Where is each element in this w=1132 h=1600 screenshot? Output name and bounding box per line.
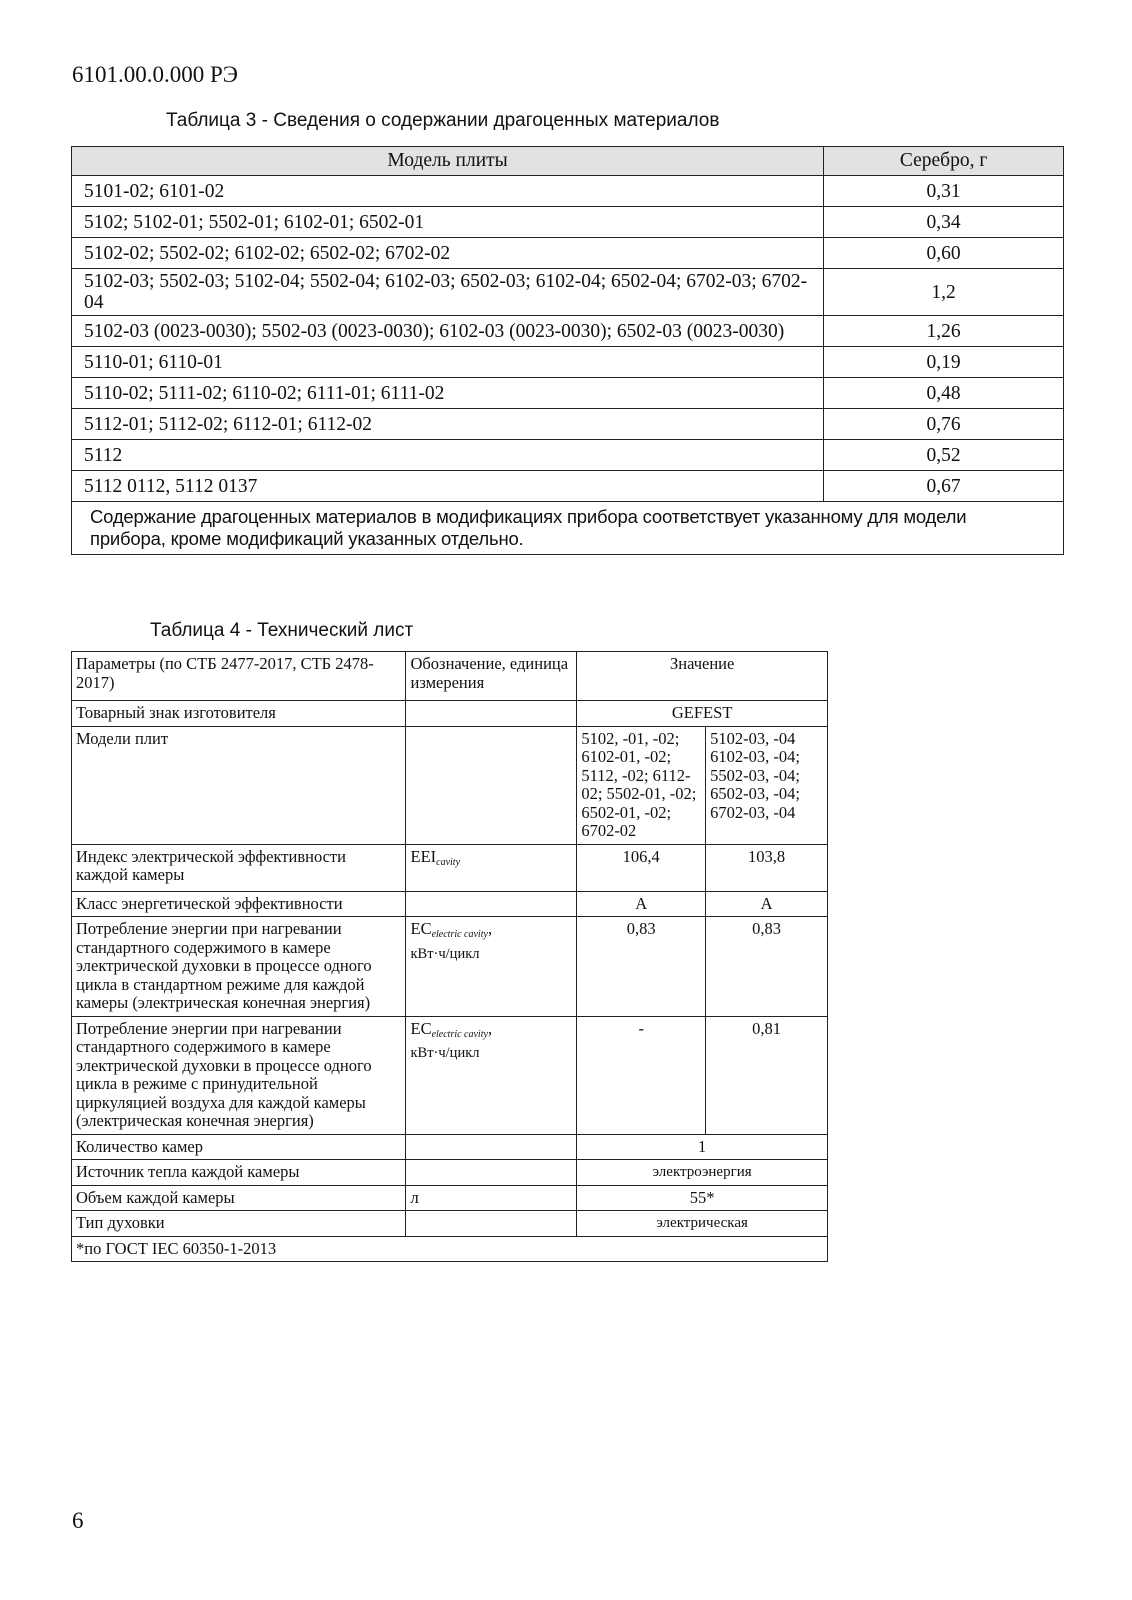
empty-cell xyxy=(406,1160,577,1186)
model-cell: 5110-02; 5111-02; 6110-02; 6111-01; 6111-02 xyxy=(72,378,824,409)
energy-class-value-1: A xyxy=(577,891,706,917)
silver-cell: 0,76 xyxy=(824,409,1064,440)
silver-cell: 0,60 xyxy=(824,238,1064,269)
table3-caption: Таблица 3 - Сведения о содержании драгоценных материалов xyxy=(166,110,720,131)
table3-header-row xyxy=(72,147,1064,176)
eei-subscript: cavity xyxy=(436,856,461,868)
silver-cell: 1,26 xyxy=(824,316,1064,347)
trademark-value: GEFEST xyxy=(577,701,828,727)
table-row xyxy=(72,471,1064,502)
table-row xyxy=(72,207,1064,238)
table-row xyxy=(72,1211,828,1237)
model-cell: 5112 xyxy=(72,440,824,471)
ec-comma: , xyxy=(487,919,493,938)
technical-sheet-table xyxy=(71,651,828,1262)
table-row xyxy=(72,176,1064,207)
page-number: 6 xyxy=(72,1508,84,1533)
table-row xyxy=(72,347,1064,378)
empty-cell xyxy=(406,891,577,917)
table-row xyxy=(72,269,1064,316)
document-code: 6101.00.0.000 РЭ xyxy=(72,62,238,87)
ec-standard-value-2: 0,83 xyxy=(706,917,828,1017)
model-cell: 5110-01; 6110-01 xyxy=(72,347,824,378)
model-cell: 5102-03; 5502-03; 5102-04; 5502-04; 6102-03; 6502-03; 6102-04; 6502-04; 6702-03; 6702-04 xyxy=(72,269,824,316)
precious-materials-table xyxy=(71,146,1064,555)
ec-symbol: EC xyxy=(410,919,432,938)
silver-cell: 0,34 xyxy=(824,207,1064,238)
ec-fan-value-1: - xyxy=(577,1016,706,1134)
column-header-silver: Серебро, г xyxy=(824,147,1064,176)
model-cell: 5102-03 (0023-0030); 5502-03 (0023-0030); 6102-03 (0023-0030); 6502-03 (0023-0030) xyxy=(72,316,824,347)
column-header-symbol: Обозначение, единица измерения xyxy=(406,652,577,701)
model-cell: 5102-02; 5502-02; 6102-02; 6502-02; 6702-02 xyxy=(72,238,824,269)
ec-standard-label: Потребление энергии при нагревании стандартного содержимого в камере электрической духовки в процессе одного цикла в стандартном режиме для каждой камеры (электрическая конечная энергия) xyxy=(72,917,406,1017)
table-row xyxy=(72,917,828,1017)
silver-cell: 0,52 xyxy=(824,440,1064,471)
ec-subscript: electric cavity xyxy=(431,1028,488,1040)
empty-cell xyxy=(406,726,577,844)
silver-cell: 1,2 xyxy=(824,269,1064,316)
silver-cell: 0,67 xyxy=(824,471,1064,502)
eei-label: Индекс электрической эффективности каждой камеры xyxy=(72,844,406,891)
empty-cell xyxy=(406,1211,577,1237)
trademark-label: Товарный знак изготовителя xyxy=(72,701,406,727)
column-header-model: Модель плиты xyxy=(72,147,824,176)
silver-cell: 0,19 xyxy=(824,347,1064,378)
volume-value: 55* xyxy=(577,1185,828,1211)
table4-footnote-row xyxy=(72,1236,828,1262)
table-row xyxy=(72,891,828,917)
table-row xyxy=(72,238,1064,269)
table-row xyxy=(72,701,828,727)
heat-source-label: Источник тепла каждой камеры xyxy=(72,1160,406,1186)
table-row xyxy=(72,726,828,844)
oven-type-label: Тип духовки xyxy=(72,1211,406,1237)
ec-fan-label: Потребление энергии при нагревании стандартного содержимого в камере электрической духовки в процессе одного цикла в режиме с принудительной циркуляцией воздуха для каждой камеры (электрическая конечная энергия) xyxy=(72,1016,406,1134)
ec-unit: кВт·ч/цикл xyxy=(410,945,480,962)
table-row xyxy=(72,1185,828,1211)
empty-cell xyxy=(406,701,577,727)
empty-cell xyxy=(406,1134,577,1160)
energy-class-label: Класс энергетической эффективности xyxy=(72,891,406,917)
models-label: Модели плит xyxy=(72,726,406,844)
table-row xyxy=(72,316,1064,347)
ec-symbol: EC xyxy=(410,1018,432,1038)
ec-unit: кВт·ч/цикл xyxy=(410,1045,480,1061)
eei-symbol: EEI xyxy=(410,846,437,866)
eei-symbol-cell xyxy=(406,844,577,891)
model-cell: 5101-02; 6101-02 xyxy=(72,176,824,207)
table-row xyxy=(72,1134,828,1160)
table3-note: Содержание драгоценных материалов в модификациях прибора соответствует указанному для модели прибора, кроме модификаций указанных отдельно. xyxy=(72,502,1064,555)
heat-source-value: электроэнергия xyxy=(577,1160,828,1186)
table4-header-row xyxy=(72,652,828,701)
ec-fan-symbol-cell xyxy=(406,1016,577,1134)
silver-cell: 0,48 xyxy=(824,378,1064,409)
volume-label: Объем каждой камеры xyxy=(72,1185,406,1211)
silver-cell: 0,31 xyxy=(824,176,1064,207)
eei-value-2: 103,8 xyxy=(706,844,828,891)
ec-subscript: electric cavity xyxy=(431,929,488,940)
column-header-params: Параметры (по СТБ 2477-2017, СТБ 2478-2017) xyxy=(72,652,406,701)
column-header-value: Значение xyxy=(577,652,828,701)
table-row xyxy=(72,844,828,891)
model-cell: 5112 0112, 5112 0137 xyxy=(72,471,824,502)
table-row xyxy=(72,440,1064,471)
models-group-2: 5102-03, -04 6102-03, -04; 5502-03, -04; 6502-03, -04; 6702-03, -04 xyxy=(706,726,828,844)
table-row xyxy=(72,409,1064,440)
models-group-1: 5102, -01, -02; 6102-01, -02; 5112, -02; 6112-02; 5502-01, -02; 6502-01, -02; 6702-02 xyxy=(577,726,706,844)
ec-standard-symbol-cell xyxy=(406,917,577,1017)
table-row xyxy=(72,1160,828,1186)
eei-value-1: 106,4 xyxy=(577,844,706,891)
table4-footnote: *по ГОСТ IEC 60350-1-2013 xyxy=(72,1236,828,1262)
ec-fan-value-2: 0,81 xyxy=(706,1016,828,1134)
cavity-count-value: 1 xyxy=(577,1134,828,1160)
ec-standard-value-1: 0,83 xyxy=(577,917,706,1017)
oven-type-value: электрическая xyxy=(577,1211,828,1237)
energy-class-value-2: A xyxy=(706,891,828,917)
table3-note-row xyxy=(72,502,1064,555)
table4-caption: Таблица 4 - Технический лист xyxy=(150,620,414,641)
volume-unit: л xyxy=(406,1185,577,1211)
ec-comma: , xyxy=(487,1018,493,1038)
model-cell: 5102; 5102-01; 5502-01; 6102-01; 6502-01 xyxy=(72,207,824,238)
table-row xyxy=(72,1016,828,1134)
model-cell: 5112-01; 5112-02; 6112-01; 6112-02 xyxy=(72,409,824,440)
cavity-count-label: Количество камер xyxy=(72,1134,406,1160)
table-row xyxy=(72,378,1064,409)
